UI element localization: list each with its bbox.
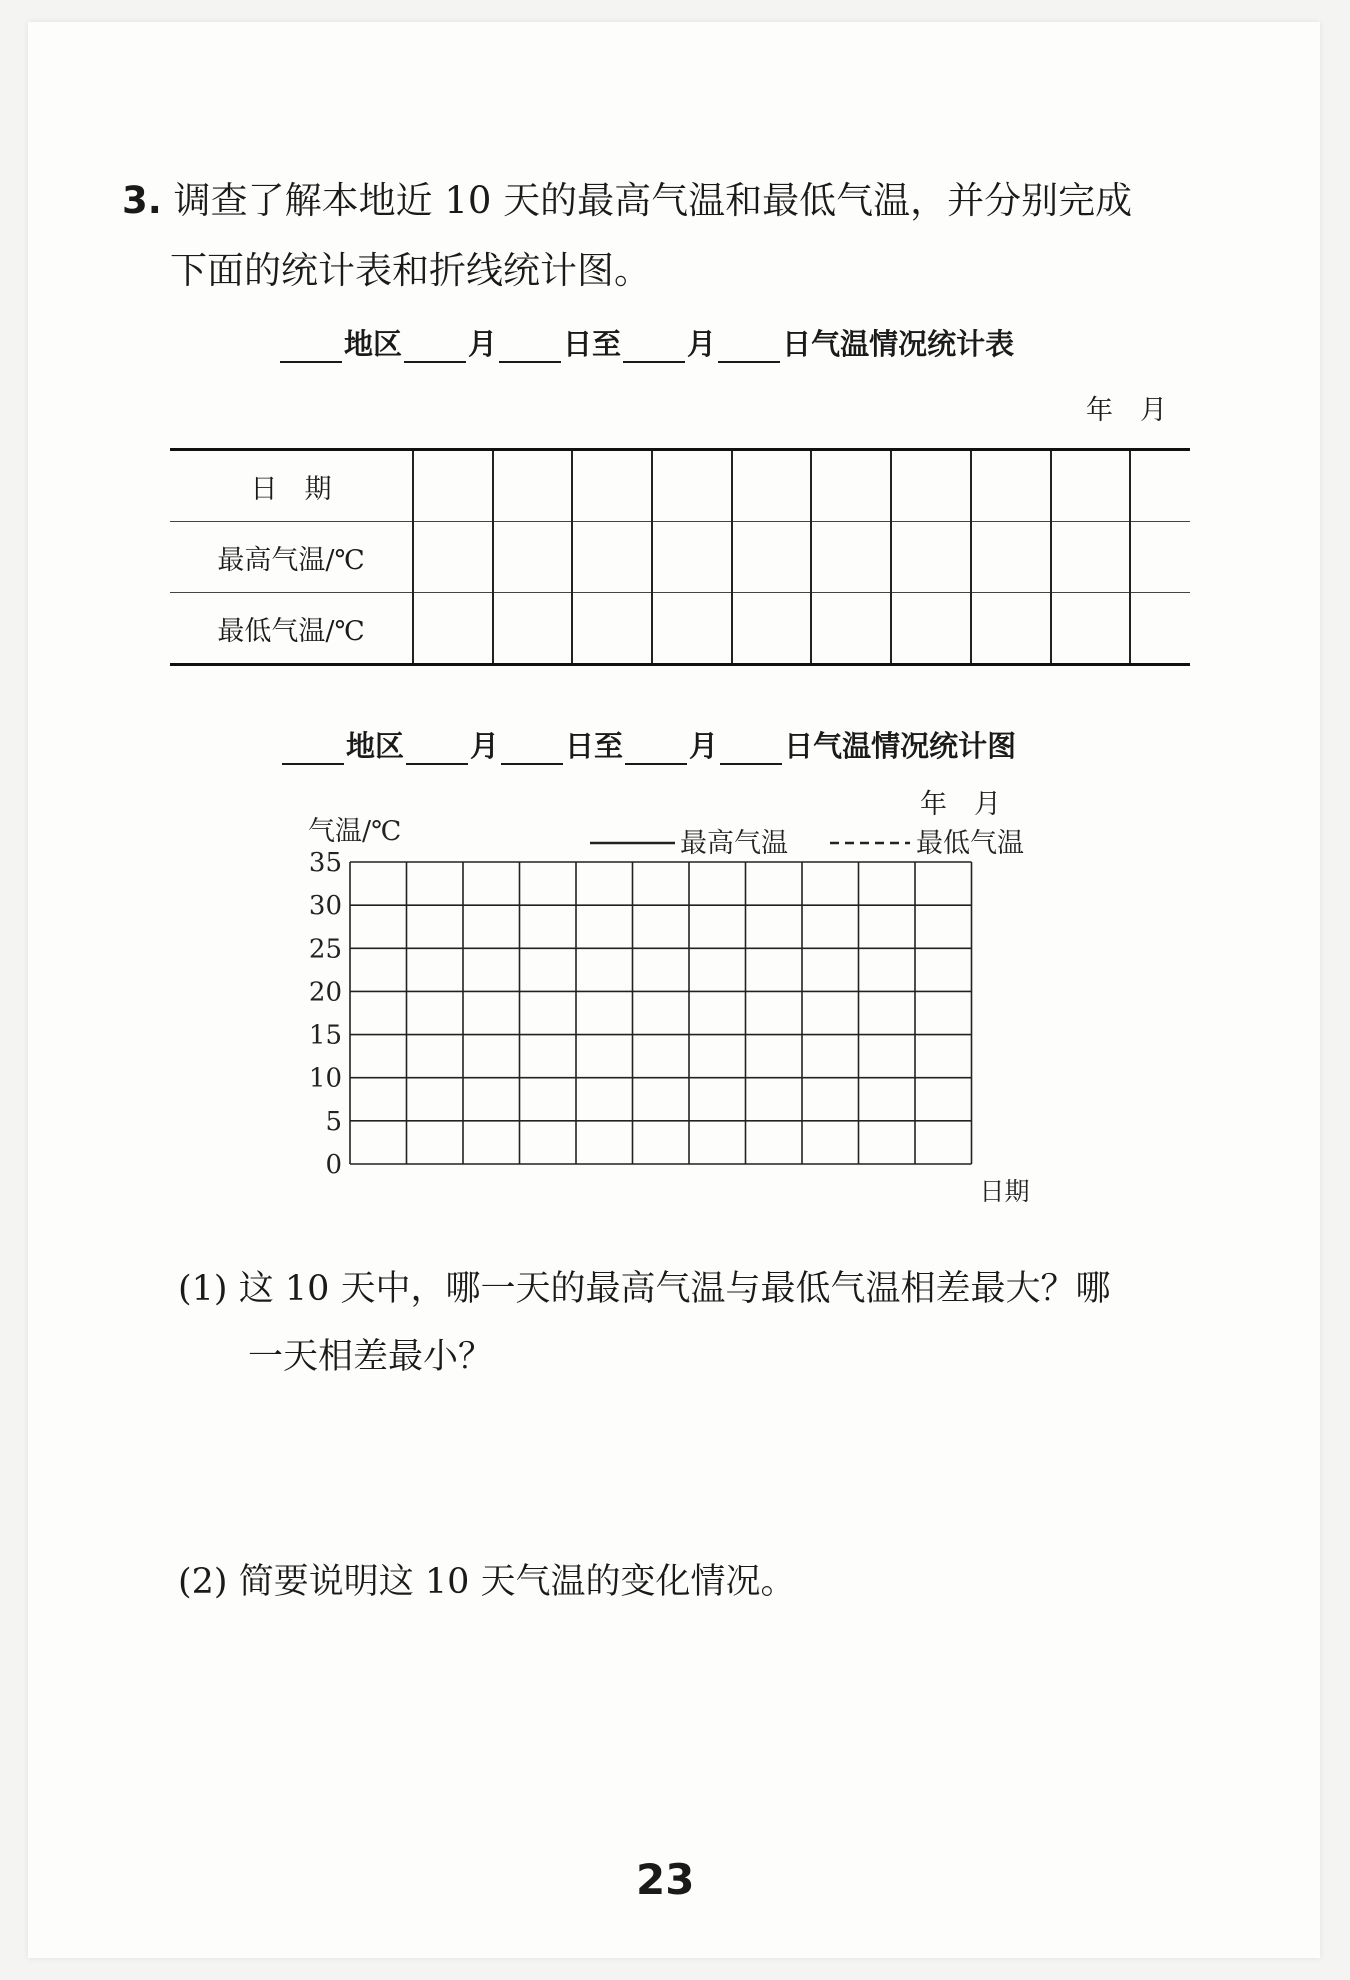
table-cell[interactable]: [413, 593, 493, 665]
table-cell[interactable]: [891, 593, 971, 665]
table-cell[interactable]: [1130, 522, 1190, 593]
table-cell[interactable]: [572, 522, 652, 593]
table-heading-title: 日气温情况统计表: [782, 327, 1015, 361]
table-heading: [278, 322, 1014, 363]
chart-year-month: 年 月: [920, 789, 1001, 820]
table-row-low: [170, 593, 1190, 665]
chart-svg: [300, 810, 1060, 1210]
legend-dashed-label: 最低气温: [916, 828, 1024, 859]
table-cell[interactable]: [732, 450, 812, 522]
table-cell[interactable]: [652, 522, 732, 593]
table-cell[interactable]: [811, 522, 891, 593]
table-cell[interactable]: [493, 450, 573, 522]
table-cell[interactable]: [1051, 593, 1131, 665]
question-line-2: 下面的统计表和折线统计图。: [170, 249, 651, 292]
table-cell[interactable]: [971, 522, 1051, 593]
question-line-1: 调查了解本地近 10 天的最高气温和最低气温，并分别完成: [173, 179, 1133, 222]
table-cell[interactable]: [413, 522, 493, 593]
chart-heading: [280, 724, 1016, 765]
question-3: [122, 166, 1222, 306]
table-heading-region: 地区: [344, 327, 403, 361]
temperature-table: [170, 448, 1190, 666]
table-cell[interactable]: [1051, 450, 1131, 522]
table-cell[interactable]: [971, 593, 1051, 665]
y-tick-label: 0: [325, 1150, 342, 1180]
table-cell[interactable]: [1130, 450, 1190, 522]
x-axis-label: 日期: [979, 1177, 1030, 1206]
table-cell[interactable]: [811, 450, 891, 522]
table-cell[interactable]: [572, 450, 652, 522]
table-cell[interactable]: [891, 522, 971, 593]
y-axis-label: 气温/℃: [308, 816, 402, 847]
y-tick-label: 35: [308, 848, 342, 878]
table-cell[interactable]: [652, 593, 732, 665]
table-heading-month2: 月: [687, 327, 717, 361]
table-cell[interactable]: [1051, 522, 1131, 593]
table-cell[interactable]: [732, 522, 812, 593]
table-cell[interactable]: [891, 450, 971, 522]
table-cell[interactable]: [1130, 593, 1190, 665]
y-tick-label: 20: [308, 977, 342, 1008]
table-heading-day-to: 日至: [563, 327, 622, 361]
subquestion-1: [178, 1255, 1238, 1391]
subquestion-1-line-2: 一天相差最小？: [248, 1337, 494, 1377]
table-year-month: 年 月: [1086, 395, 1167, 426]
row-label-low: 最低气温/℃: [217, 615, 365, 647]
y-tick-label: 30: [308, 891, 342, 922]
table-row-date: [170, 450, 1190, 522]
question-number: 3.: [122, 179, 162, 222]
chart-heading-region: 地区: [346, 729, 405, 763]
table-cell[interactable]: [732, 593, 812, 665]
legend-solid-label: 最高气温: [680, 828, 788, 859]
table-cell[interactable]: [572, 593, 652, 665]
table-heading-month1: 月: [468, 327, 498, 361]
table-cell[interactable]: [811, 593, 891, 665]
table-row-high: [170, 522, 1190, 593]
row-label-date: 日 期: [250, 473, 332, 505]
chart-heading-month2: 月: [689, 729, 719, 763]
table-cell[interactable]: [493, 593, 573, 665]
subquestion-2: (2) 简要说明这 10 天气温的变化情况。: [178, 1562, 796, 1602]
chart-heading-month1: 月: [470, 729, 500, 763]
table-cell[interactable]: [413, 450, 493, 522]
table-cell[interactable]: [652, 450, 732, 522]
table-cell[interactable]: [493, 522, 573, 593]
y-tick-label: 10: [308, 1063, 342, 1094]
page-number: 23: [636, 1855, 695, 1904]
y-tick-label: 15: [308, 1020, 342, 1051]
subquestion-1-line-1: (1) 这 10 天中，哪一天的最高气温与最低气温相差最大？哪: [178, 1269, 1111, 1309]
temperature-line-chart: [300, 810, 1060, 1210]
chart-heading-title: 日气温情况统计图: [784, 729, 1017, 763]
y-tick-label: 25: [308, 934, 342, 965]
row-label-high: 最高气温/℃: [217, 544, 365, 576]
chart-heading-day-to: 日至: [565, 729, 624, 763]
y-tick-label: 5: [325, 1106, 342, 1137]
table-cell[interactable]: [971, 450, 1051, 522]
